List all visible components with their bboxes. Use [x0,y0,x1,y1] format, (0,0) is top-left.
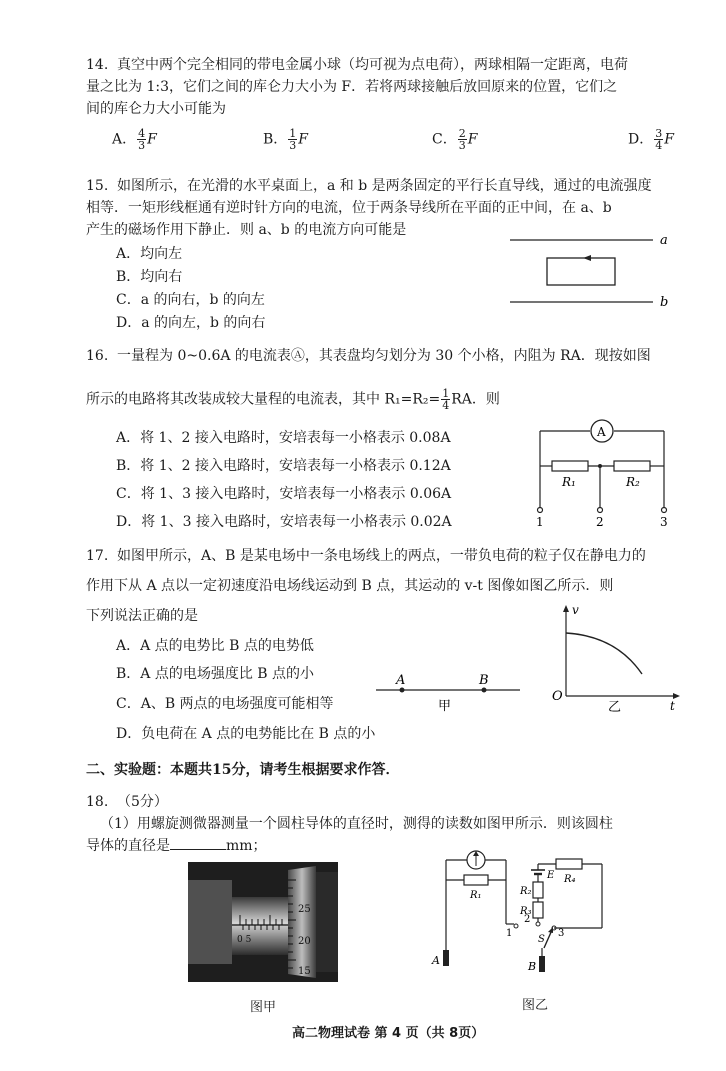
switch-label: S [538,934,545,945]
option-label: B． [263,131,288,148]
q16-line1: 一量程为 0~0.6A 的电流表Ⓐ，其表盘均匀划分为 30 个小格，内阻为 RA．现按如图 [117,348,651,364]
answer-blank[interactable] [170,849,226,850]
terminal-3 [662,508,667,513]
q18-number: 18. [86,794,109,810]
q17-number: 17. [86,548,109,564]
option-label: D． [628,131,654,148]
q14-line2: 量之比为 1:3，它们之间的库仑力大小为 F．若将两球接触后放回原来的位置，它们之 [86,79,618,95]
q18-line1: （1）用螺旋测微器测量一个圆柱导体的直径时，测得的读数如图甲所示．则该圆柱 [100,816,613,832]
q14-number: 14. [86,57,109,73]
terminal-2-label: 2 [596,515,604,529]
resistor-r3 [533,902,543,918]
q14-line1: 真空中两个完全相同的带电金属小球（均可视为点电荷），两球相隔一定距离，电荷 [117,57,628,73]
denominator: 3 [289,139,297,152]
terminal-2 [598,508,603,513]
point-b-label: B [479,673,489,688]
figure-jia-caption: 甲 [438,699,452,714]
q14-option-b [263,128,308,151]
current-arrow-icon [583,255,591,261]
terminal-1-label: 1 [536,515,544,529]
q16-number: 16. [86,348,109,364]
numerator: 4 [138,127,146,140]
r1-label: R₁ [562,475,576,489]
wire-b-label: b [660,295,669,310]
fraction [458,128,467,151]
vt-curve [566,633,642,674]
numerator: 1 [442,387,450,400]
page-footer: 高二物理试卷 第 4 页（共 8页） [292,1026,485,1041]
q14-option-d [628,128,674,151]
resistor-r1 [552,461,588,471]
denominator: 4 [655,139,663,152]
t-axis-label: t [670,699,675,713]
r3-label: R₃ [520,906,532,917]
resistor-r2 [614,461,650,471]
numerator: 1 [289,127,297,140]
v-axis-arrow-icon [563,605,569,612]
q17-option-b: B．A 点的电场强度比 B 点的小 [116,666,315,682]
q15-number: 15. [86,178,109,194]
q17-line2: 作用下从 A 点以一定初速度沿电场线运动到 B 点，其运动的 v-t 图像如图乙所示．则 [86,578,614,594]
contact-1 [514,924,518,928]
q18-circuit-figure [426,842,626,982]
circuit-caption: 图乙 [522,998,549,1013]
q16-line2-pre: 所示的电路将其改装成较大量程的电流表，其中 R₁=R₂= [86,391,441,408]
resistor-r4 [556,859,582,869]
probe-a-label: A [432,954,440,967]
unit: F [467,131,478,148]
fraction [441,388,450,411]
origin-label: O [552,689,563,704]
figure-yi-caption: 乙 [608,700,622,715]
micrometer-caption: 图甲 [250,1000,277,1015]
r4-label: R₄ [564,874,576,885]
r2-label: R₂ [626,475,640,489]
section-2-heading: 二、实验题：本题共15分，请考生根据要求作答． [86,762,400,778]
q18-line2-post: mm； [226,838,267,854]
denominator: 3 [458,139,466,152]
micrometer-image [188,862,338,982]
numerator: 2 [458,127,466,140]
contact-2-label: 2 [524,914,531,925]
q14-option-c [432,128,477,151]
fraction [654,128,663,151]
contact-3-label: 3 [558,928,565,939]
resistor-r1 [464,875,488,885]
q16-line2-post: RA．则 [451,391,500,408]
probe-b-label: B [528,960,537,973]
wire-a-label: a [660,233,668,248]
point-b [482,688,487,693]
q17-line3: 下列说法正确的是 [86,608,198,624]
numerator: 3 [655,127,663,140]
q17-option-a: A．A 点的电势比 B 点的电势低 [116,638,314,654]
q17-line1: 如图甲所示，A、B 是某电场中一条电场线上的两点，一带负电荷的粒子仅在静电力的 [117,548,646,564]
main-scale-labels: 0 5 [237,935,252,945]
q17-option-d: D．负电荷在 A 点的电势能比在 B 点的小 [116,726,376,742]
q17-option-c: C．A、B 两点的电场强度可能相等 [116,696,334,712]
thimble-mark-15: 15 [298,966,311,977]
q16-option-c: C．将 1、3 接入电路时，安培表每一小格表示 0.06A [116,486,452,502]
q15-option-b: B．均向右 [116,269,183,285]
q16-circuit-figure [528,414,678,529]
resistor-r2 [533,882,543,898]
rectangular-loop [547,258,615,285]
terminal-1 [538,508,543,513]
q15-line1: 如图所示，在光滑的水平桌面上，a 和 b 是两条固定的平行长直导线，通过的电流强度 [117,178,652,194]
q17-vt-graph [546,600,686,715]
q16-line2 [86,388,500,411]
terminal-3-label: 3 [660,515,668,529]
q15-option-a: A．均向左 [116,246,183,262]
point-a-label: A [396,673,406,688]
q15-option-c: C．a 的向右，b 的向左 [116,292,265,308]
q14-option-a [112,128,157,151]
q16-option-d: D．将 1、3 接入电路时，安培表每一小格表示 0.02A [116,514,452,530]
fraction [137,128,146,151]
v-axis-label: v [572,603,579,617]
r1-label: R₁ [470,890,482,901]
probe-a-icon [443,950,449,966]
denominator: 3 [138,139,146,152]
probe-b-icon [539,956,545,972]
point-a [400,688,405,693]
q15-line2: 相等．一矩形线框通有逆时针方向的电流，位于两条导线所在平面的正中间，在 a、b [86,200,612,216]
q18-score: （5分） [117,794,168,810]
thimble-mark-20: 20 [298,936,311,947]
battery-label: E [547,870,555,881]
q15-line3: 产生的磁场作用下静止．则 a、b 的电流方向可能是 [86,222,407,238]
r2-label: R₂ [520,886,532,897]
q14-line3: 间的库仑力大小可能为 [86,101,226,117]
switch-blade [544,930,552,948]
q16-option-a: A．将 1、2 接入电路时，安培表每一小格表示 0.08A [116,430,451,446]
option-label: A． [112,131,137,148]
q18-line2 [86,836,267,856]
contact-1-label: 1 [506,928,513,939]
contact-2 [536,922,540,926]
ammeter-label: A [597,425,606,439]
thimble [288,866,316,978]
q17-field-line-figure [372,670,522,714]
fraction [288,128,297,151]
thimble-mark-25: 25 [298,904,311,915]
q18-line2-pre: 导体的直径是 [86,838,170,854]
option-label: C． [432,131,457,148]
denominator: 4 [442,399,450,412]
unit: F [664,131,674,148]
sleeve [232,897,288,955]
q15-wire-figure [505,228,680,313]
q15-option-d: D．a 的向左，b 的向右 [116,315,266,331]
q16-option-b: B．将 1、2 接入电路时，安培表每一小格表示 0.12A [116,458,451,474]
unit: F [147,131,157,148]
unit: F [298,131,309,148]
